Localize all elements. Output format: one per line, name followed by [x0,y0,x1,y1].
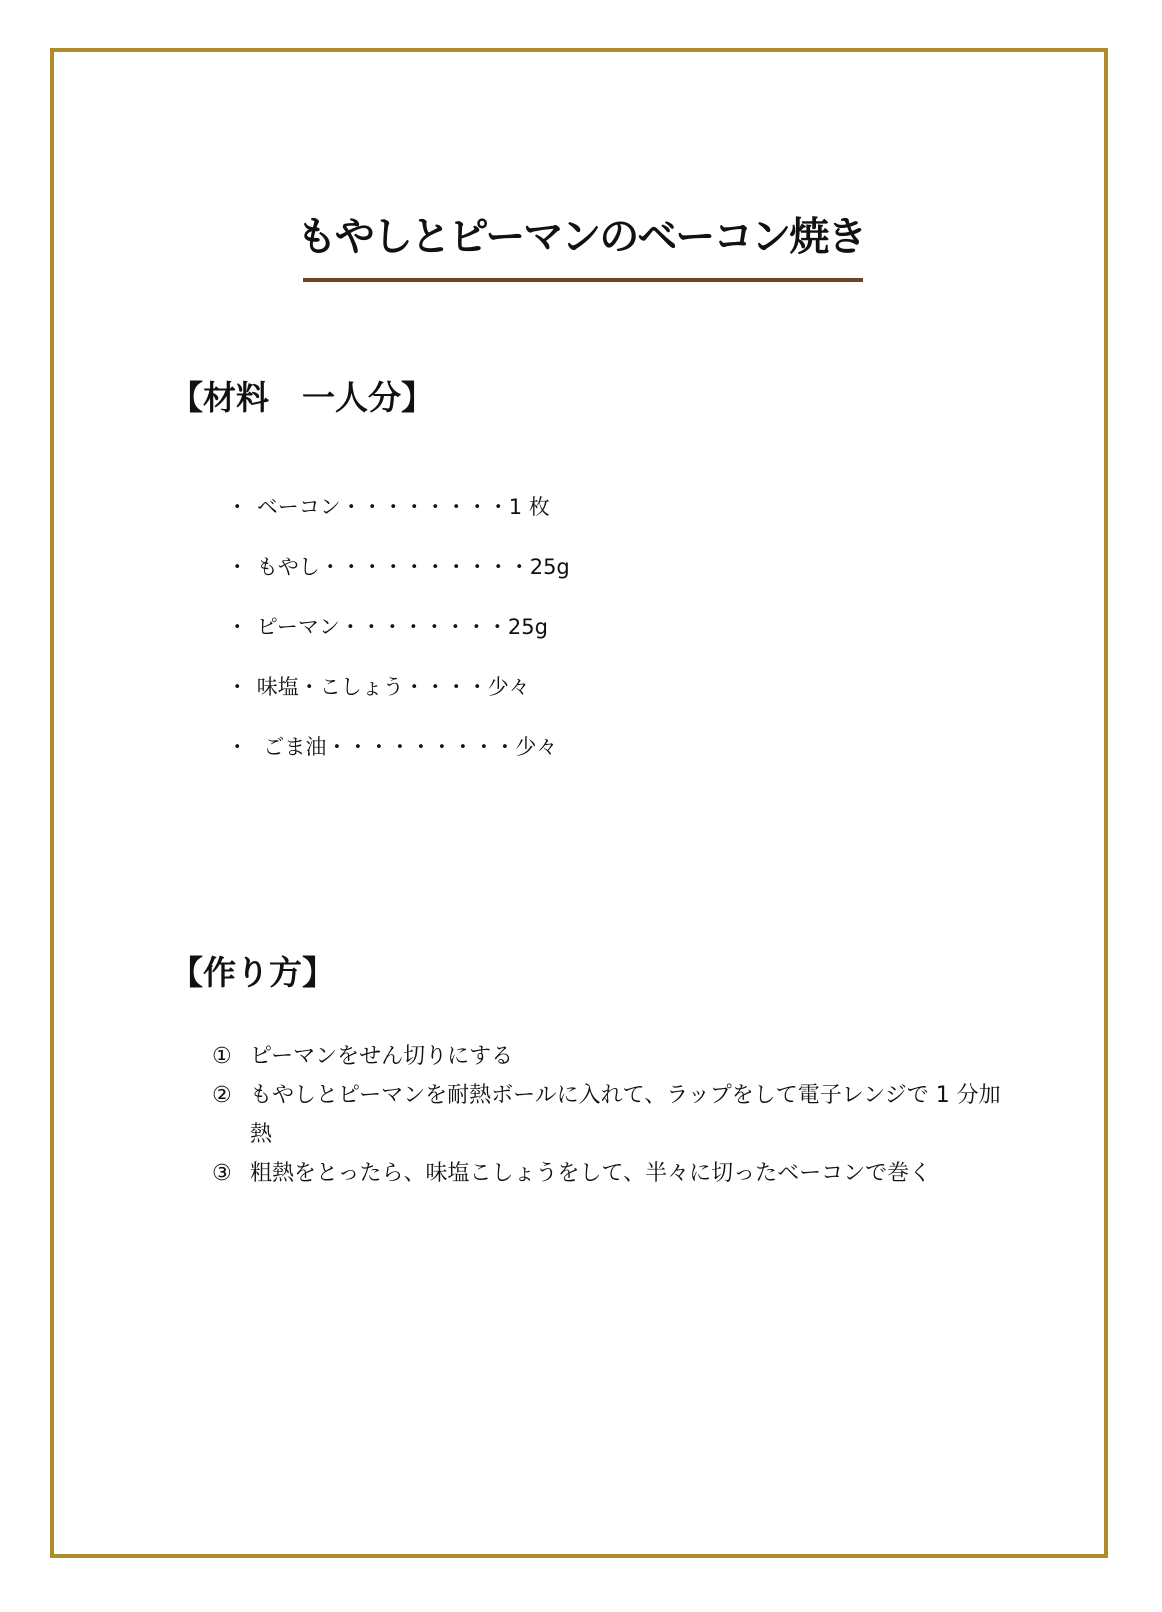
step-text: もやしとピーマンを耐熱ボールに入れて、ラップをして電子レンジで 1 分加熱 [250,1083,1001,1147]
bullet-icon: ・ [226,615,248,639]
title-underline [303,278,863,282]
ingredient-text: ベーコン・・・・・・・・1 枚 [256,495,550,519]
method-heading: 【作り方】 [170,953,335,992]
step-number: ② [212,1083,232,1108]
ingredient-text: もやし・・・・・・・・・・25g [256,555,570,579]
step-number: ③ [212,1161,232,1186]
ingredients-list [200,462,570,762]
step-text: ピーマンをせん切りにする [250,1044,514,1069]
step-number: ① [212,1044,232,1069]
ingredient-text: ごま油・・・・・・・・・少々 [256,735,558,759]
recipe-title: もやしとピーマンのベーコン焼き [296,214,866,260]
method-step [212,1076,1012,1154]
ingredient-item [200,582,570,642]
ingredient-text: ピーマン・・・・・・・・25g [256,615,548,639]
page-frame [50,48,1108,1558]
ingredient-item [200,522,570,582]
method-step [212,1154,1012,1193]
ingredient-text: 味塩・こしょう・・・・少々 [256,675,530,699]
bullet-icon: ・ [226,735,248,759]
ingredient-item [200,462,570,522]
bullet-icon: ・ [226,495,248,519]
ingredient-item [200,642,570,702]
bullet-icon: ・ [226,675,248,699]
method-step [212,1037,1012,1076]
method-steps [212,1037,1012,1193]
ingredients-heading: 【材料 一人分】 [170,378,434,417]
ingredient-item [200,702,570,762]
step-text: 粗熱をとったら、味塩こしょうをして、半々に切ったベーコンで巻く [250,1161,932,1186]
bullet-icon: ・ [226,555,248,579]
